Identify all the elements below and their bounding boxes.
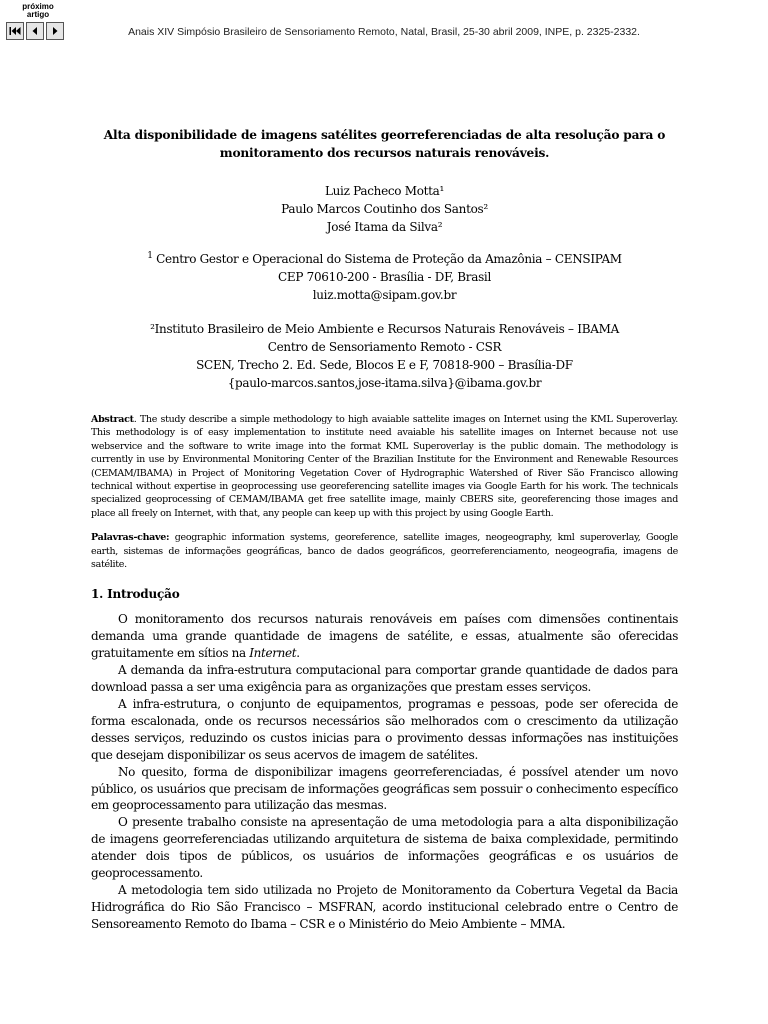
next-button[interactable] — [46, 22, 64, 40]
paragraph-text: A demanda da infra-estrutura computacional para comportar grande quantidade de dados para download passa a ser uma exigência para as organizações que prestam esses serviços. — [91, 663, 678, 695]
paragraph-text: No quesito, forma de disponibilizar imagens georreferenciadas, é possível atender um novo público, os usuários que precisam de informações geográficas sem possuir o conhecimento específico em geoprocessamento para utilização das mesmas. — [91, 764, 678, 813]
first-page-button[interactable] — [6, 22, 24, 40]
keywords-text: geographic information systems, georeference, satellite images, neogeography, kml superoverlay, Google earth, sistemas de informações geográficas, banco de dados geográficos, georreferenciamento, neogeografia, imagens de satélite. — [91, 532, 678, 571]
paper-page — [91, 126, 678, 933]
paragraph-text: O monitoramento dos recursos naturais renováveis em países com dimensões continentais demanda uma grande quantidade de imagens de satélite, e essas, atualmente são oferecidas gratuitamente em sítios na — [91, 612, 678, 661]
paragraph — [91, 611, 678, 662]
previous-button[interactable] — [26, 22, 44, 40]
affiliation-department: Centro de Sensoriamento Remoto - CSR — [267, 340, 502, 354]
affiliation-line — [91, 250, 678, 268]
arrow-left-icon — [30, 26, 40, 36]
paragraph-text: A infra-estrutura, o conjunto de equipamentos, programas e pessoas, pode ser oferecida de forma escalonada, onde os recursos necessários são melhorados com o crescimento da utilização desses serviços, reduzindo os custos inicias para o provimento dessas informações nas instituições que desejam disponibilizar os seus acervos de imagem de satélites. — [91, 697, 678, 762]
keywords-label: Palavras-chave: — [91, 532, 170, 544]
author-list — [91, 182, 678, 236]
section-heading: 1. Introdução — [91, 587, 180, 602]
abstract — [91, 413, 678, 520]
affiliation-name: Centro Gestor e Operacional do Sistema de Proteção da Amazônia – CENSIPAM — [156, 252, 622, 266]
affiliation-name: ²Instituto Brasileiro de Meio Ambiente e Recursos Naturais Renováveis – IBAMA — [150, 322, 619, 336]
abstract-label: Abstract — [91, 414, 134, 425]
paragraph-italic: Internet — [249, 646, 297, 661]
paragraph — [91, 814, 678, 882]
author: Paulo Marcos Coutinho dos Santos² — [281, 202, 488, 216]
author: José Itama da Silva² — [326, 220, 443, 234]
affiliation-address: CEP 70610-200 - Brasília - DF, Brasil — [277, 270, 492, 284]
skip-back-icon — [9, 26, 21, 36]
affiliation-email: luiz.motta@sipam.gov.br — [312, 288, 457, 302]
paragraph — [91, 764, 678, 815]
paper-title: Alta disponibilidade de imagens satélites georreferenciadas de alta resolução para o monitoramento dos recursos naturais renováveis. — [103, 128, 666, 160]
paragraph-text: O presente trabalho consiste na apresentação de uma metodologia para a alta disponibilização de imagens georreferenciadas utilizando arquitetura de sistema de baixa complexidade, permitindo atender dois tipos de públicos, os usuários de informações geográficas e os usuários de geoprocessamento. — [91, 815, 678, 881]
affiliation-2 — [91, 320, 678, 392]
keywords — [91, 531, 678, 571]
paragraph — [91, 882, 678, 933]
arrow-right-icon — [50, 26, 60, 36]
affiliation-address: SCEN, Trecho 2. Ed. Sede, Blocos E e F, 70818-900 – Brasília-DF — [196, 358, 573, 372]
paragraph — [91, 662, 678, 696]
article-navigation — [6, 3, 70, 40]
next-article-label-line1: próximo — [22, 2, 54, 11]
abstract-text: . The study describe a simple methodology to high avaiable sattelite images on Internet using the KML Superoverlay. This methodology is of easy implementation to institute need avaiable his satellite images on Internet because not use webservice and the software to write image into the format KML Superoverlay is the public domain. The methodology is currently in use by Environmental Monitoring Center of the Brazilian Institute for the Environment and Renewable Resources (CEMAM/IBAMA) in Project of Monitoring Vegetation Cover of Hydrographic Watershed of River São Francisco allowing technical without expertise in geoprocessing use georeferencing satellite images via Google Earth for his work. The technicals specialized geoprocessing of CEMAM/IBAMA get free satellite image, mainly CBERS site, georeferencing those images and place all freely on Internet, with that, any people can keep up with this project by using Google Earth. — [91, 414, 678, 519]
nav-buttons — [6, 22, 70, 40]
running-header: Anais XIV Simpósio Brasileiro de Sensoriamento Remoto, Natal, Brasil, 25-30 abril 2009, INPE, p. 2325-2332. — [128, 26, 640, 38]
affiliation-email: {paulo-marcos.santos,jose-itama.silva}@ibama.gov.br — [227, 376, 542, 390]
next-article-label-line2: artigo — [26, 10, 50, 19]
author: Luiz Pacheco Motta¹ — [324, 184, 445, 198]
paragraph — [91, 696, 678, 764]
paragraph-text: A metodologia tem sido utilizada no Projeto de Monitoramento da Cobertura Vegetal da Bacia Hidrográfica do Rio São Francisco – MSFRAN, acordo institucional celebrado entre o Centro de Sensoreamento Remoto do Ibama – CSR e o Ministério do Meio Ambiente – MMA. — [91, 882, 678, 931]
affiliation-1 — [91, 250, 678, 304]
paragraph-text: . — [296, 646, 300, 661]
next-article-label[interactable] — [6, 3, 70, 19]
affiliation-marker: 1 — [147, 251, 153, 261]
